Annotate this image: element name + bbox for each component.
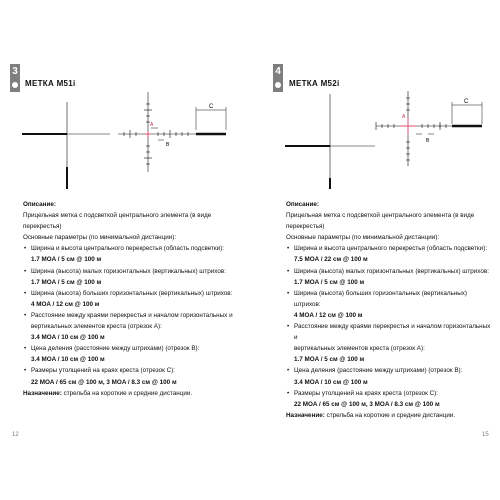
param-item-label: • Размеры утолщений на краях креста (отрезок C): <box>286 388 491 399</box>
param-item-label: • Расстояние между краями перекрестья и началом горизонтальных и <box>286 321 491 343</box>
param-item-label-cont: вертикальных элементов креста (отрезок A): <box>294 345 425 353</box>
reticle-diagram-m51i <box>0 88 250 190</box>
param-item-label: • Ширина (высота) малых горизонтальных (вертикальных) штрихов: <box>23 266 233 277</box>
param-item-value: 4 MOA / 12 см @ 100 м <box>31 300 100 308</box>
description-block <box>286 199 491 421</box>
page-number: 15 <box>482 432 489 438</box>
purpose-text: стрельба на короткие и средние дистанции. <box>63 389 193 397</box>
label-c: C <box>209 104 214 110</box>
params-heading: Основные параметры (по минимальной дистанции): <box>286 234 440 242</box>
purpose-text: стрельба на короткие и средние дистанции. <box>326 411 456 419</box>
param-item-value: 3.4 MOA / 10 см @ 100 м <box>31 356 105 364</box>
param-item-label: • Ширина и высота центрального перекрестья (область подсветки): <box>286 243 491 254</box>
description-label: Описание: <box>23 201 56 208</box>
purpose-line <box>286 410 491 421</box>
label-a: A <box>150 122 154 128</box>
label-b: B <box>426 138 430 144</box>
param-item-value: 22 MOA / 65 см @ 100 м, 3 MOA / 8.3 см @ 100 м <box>294 400 440 408</box>
section-number: 4 <box>275 66 281 77</box>
label-a: A <box>402 114 406 120</box>
description-block <box>23 199 233 399</box>
param-item-label: • Ширина и высота центрального перекрестья (область подсветки): <box>23 243 233 254</box>
right-page <box>250 0 500 500</box>
params-heading: Основные параметры (по минимальной дистанции): <box>23 234 177 242</box>
param-item-value: 3.4 MOA / 10 см @ 100 м <box>294 378 368 386</box>
description-line: перекрестья) <box>23 223 62 231</box>
label-b: B <box>166 142 170 148</box>
description-line: перекрестья) <box>286 223 325 231</box>
description-line: Прицельная метка с подсветкой центрального элемента (в виде <box>286 212 475 220</box>
param-item-value: 7.5 MOA / 22 см @ 100 м <box>294 256 368 264</box>
param-item-label: • Ширина (высота) малых горизонтальных (вертикальных) штрихов: <box>286 266 491 277</box>
page-title: МЕТКА M51i <box>25 79 76 88</box>
label-c: C <box>464 99 469 105</box>
reticle-diagram-m52i <box>250 88 500 190</box>
purpose-label: Назначение: <box>23 389 62 397</box>
param-item-label: • Цена деления (расстояние между штрихами) (отрезок B): <box>286 365 491 376</box>
param-item-value: 1.7 MOA / 5 см @ 100 м <box>294 278 365 286</box>
param-item-value: 4 MOA / 12 см @ 100 м <box>294 311 363 319</box>
param-item-value: 3.4 MOA / 10 см @ 100 м <box>31 334 105 342</box>
param-item-value: 1.7 MOA / 5 см @ 100 м <box>31 256 102 264</box>
param-item-value: 22 MOA / 65 см @ 100 м, 3 MOA / 8.3 см @ 100 м <box>31 378 177 386</box>
page-number: 12 <box>12 432 19 438</box>
param-item-label: • Размеры утолщений на краях креста (отрезок C): <box>23 365 233 376</box>
param-item-label: • Цена деления (расстояние между штрихами) (отрезок B): <box>23 343 233 354</box>
section-number: 3 <box>12 66 18 77</box>
description-label: Описание: <box>286 201 319 208</box>
param-item-value: 1.7 MOA / 5 см @ 100 м <box>294 356 365 364</box>
param-item-label-cont: вертикальных элементов креста (отрезок A): <box>31 323 162 331</box>
description-line: Прицельная метка с подсветкой центрального элемента (в виде <box>23 212 212 220</box>
purpose-line <box>23 388 233 399</box>
param-item-label: • Ширина (высота) больших горизонтальных (вертикальных) штрихов: <box>286 288 491 310</box>
param-item-label: • Ширина (высота) больших горизонтальных (вертикальных) штрихов: <box>23 288 233 299</box>
page-title: МЕТКА M52i <box>289 79 340 88</box>
param-item-label: • Расстояние между краями перекрестья и началом горизонтальных и <box>23 310 233 321</box>
purpose-label: Назначение: <box>286 411 325 419</box>
param-item-value: 1.7 MOA / 5 см @ 100 м <box>31 278 102 286</box>
